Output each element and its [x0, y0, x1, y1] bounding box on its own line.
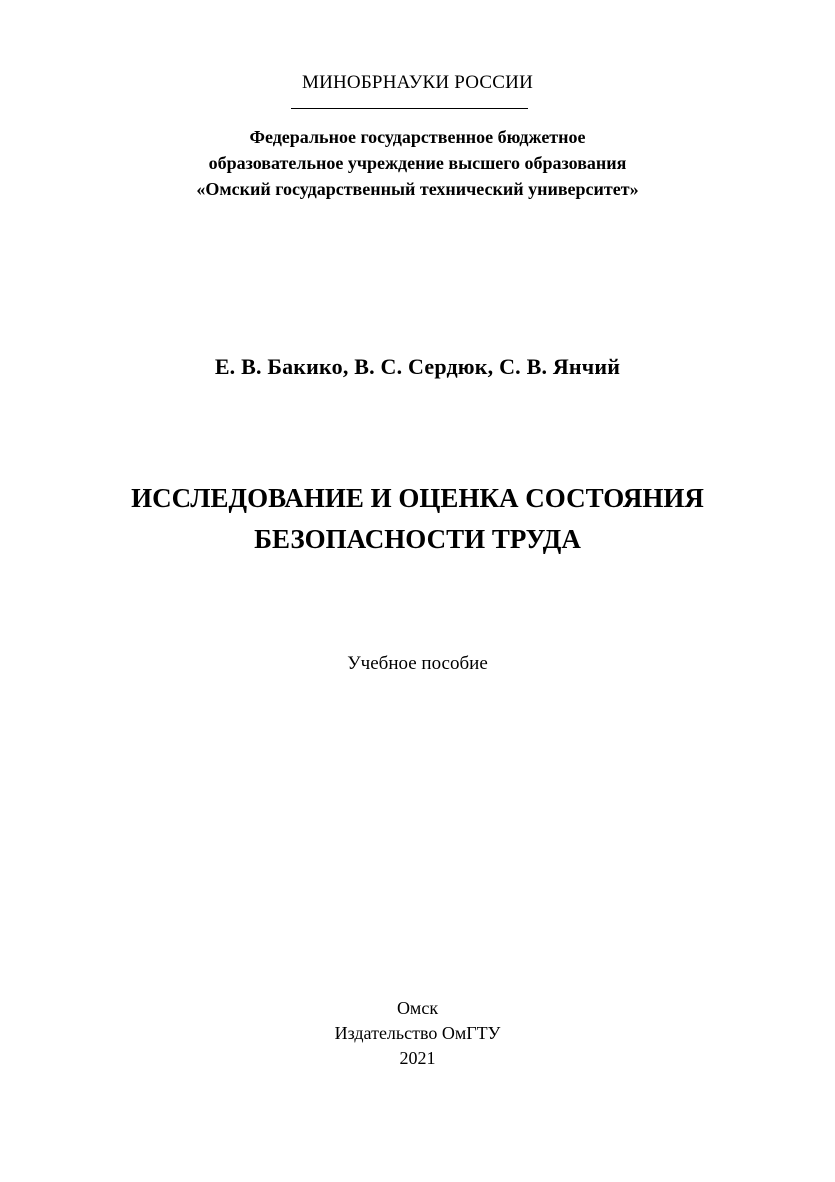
institution-line-2: образовательное учреждение высшего образования: [208, 153, 627, 173]
header-divider: [291, 108, 528, 109]
imprint-year: 2021: [399, 1048, 436, 1068]
title-line-2: БЕЗОПАСНОСТИ ТРУДА: [254, 524, 581, 554]
imprint-block: [0, 996, 835, 1071]
title-line-1: ИССЛЕДОВАНИЕ И ОЦЕНКА СОСТОЯНИЯ: [131, 483, 704, 513]
authors: Е. В. Бакико, В. С. Сердюк, С. В. Янчий: [214, 354, 621, 379]
document-title: [0, 478, 835, 560]
institution-block: [0, 124, 835, 202]
imprint-city: Омск: [396, 998, 439, 1018]
institution-line-3: «Омский государственный технический университет»: [196, 179, 639, 199]
ministry-name: МИНОБРНАУКИ РОССИИ: [301, 72, 534, 93]
institution-line-1: Федеральное государственное бюджетное: [249, 127, 586, 147]
document-type: Учебное пособие: [347, 653, 488, 674]
imprint-publisher: Издательство ОмГТУ: [334, 1023, 501, 1043]
